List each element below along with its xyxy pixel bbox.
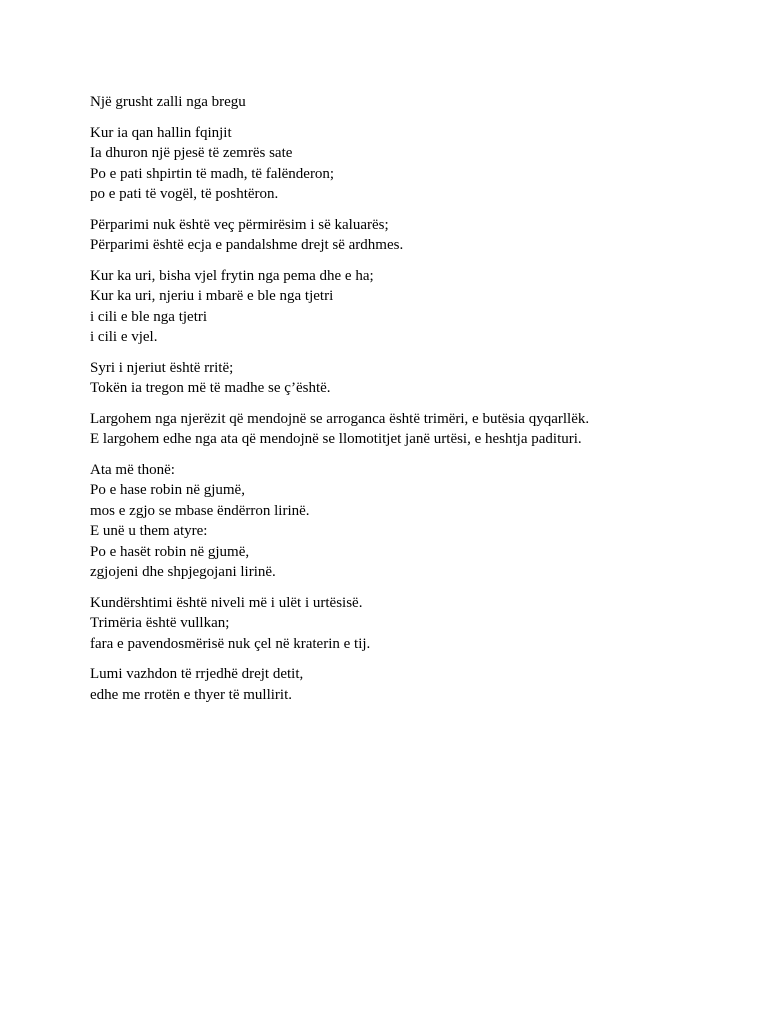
poem-line: Kur ka uri, bisha vjel frytin nga pema dhe e ha; [90, 267, 374, 284]
poem-line: Lumi vazhdon të rrjedhë drejt detit, [90, 666, 304, 682]
poem-line: Kur ka uri, njeriu i mbarë e ble nga tjetri [90, 288, 334, 304]
poem-line: E largohem edhe nga ata që mendojnë se llomotitjet janë urtësi, e heshtja padituri. [90, 431, 582, 447]
poem-line: i cili e vjel. [90, 329, 158, 345]
poem-line: Po e pati shpirtin të madh, të falënderon; [90, 165, 335, 182]
stanza [90, 460, 730, 583]
poem-line: edhe me rrotën e thyer të mullirit. [90, 686, 293, 703]
poem-line: E unë u them atyre: [90, 523, 208, 539]
poem-line: Kur ia qan hallin fqinjit [90, 124, 232, 141]
poem-line: Po e hase robin në gjumë, [90, 482, 245, 498]
poem-line: Kundërshtimi është niveli më i ulët i urtësisë. [90, 594, 363, 611]
poem-line: Tokën ia tregon më të madhe se ç’është. [90, 380, 331, 396]
poem-line: Ata më thonë: [90, 461, 175, 478]
poem-line: i cili e ble nga tjetri [90, 308, 208, 325]
poem-line: Ia dhuron një pjesë të zemrës sate [90, 145, 293, 161]
poem-line: Syri i njeriut është rritë; [90, 359, 234, 376]
poem-line: Trimëria është vullkan; [90, 615, 230, 631]
stanza [90, 593, 730, 655]
stanza [90, 266, 730, 348]
stanza [90, 215, 730, 256]
poem-line: fara e pavendosmërisë nuk çel në kraterin e tij. [90, 635, 371, 652]
poem-line: Largohem nga njerëzit që mendojnë se arroganca është trimëri, e butësia qyqarllëk. [90, 410, 590, 427]
stanza [90, 409, 730, 450]
poem-title: Një grusht zalli nga bregu [90, 94, 246, 110]
poem-line: po e pati të vogël, të poshtëron. [90, 186, 279, 202]
poem-line: Përparimi është ecja e pandalshme drejt së ardhmes. [90, 237, 404, 253]
poem-line: zgjojeni dhe shpjegojani lirinë. [90, 564, 276, 580]
poem-body [90, 92, 730, 715]
poem-line: mos e zgjo se mbase ëndërron lirinë. [90, 502, 310, 519]
poem-line: Përparimi nuk është veç përmirësim i së kaluarës; [90, 216, 389, 233]
stanza [90, 664, 730, 705]
poem-line: Po e hasët robin në gjumë, [90, 543, 250, 560]
stanza [90, 358, 730, 399]
stanza [90, 123, 730, 205]
